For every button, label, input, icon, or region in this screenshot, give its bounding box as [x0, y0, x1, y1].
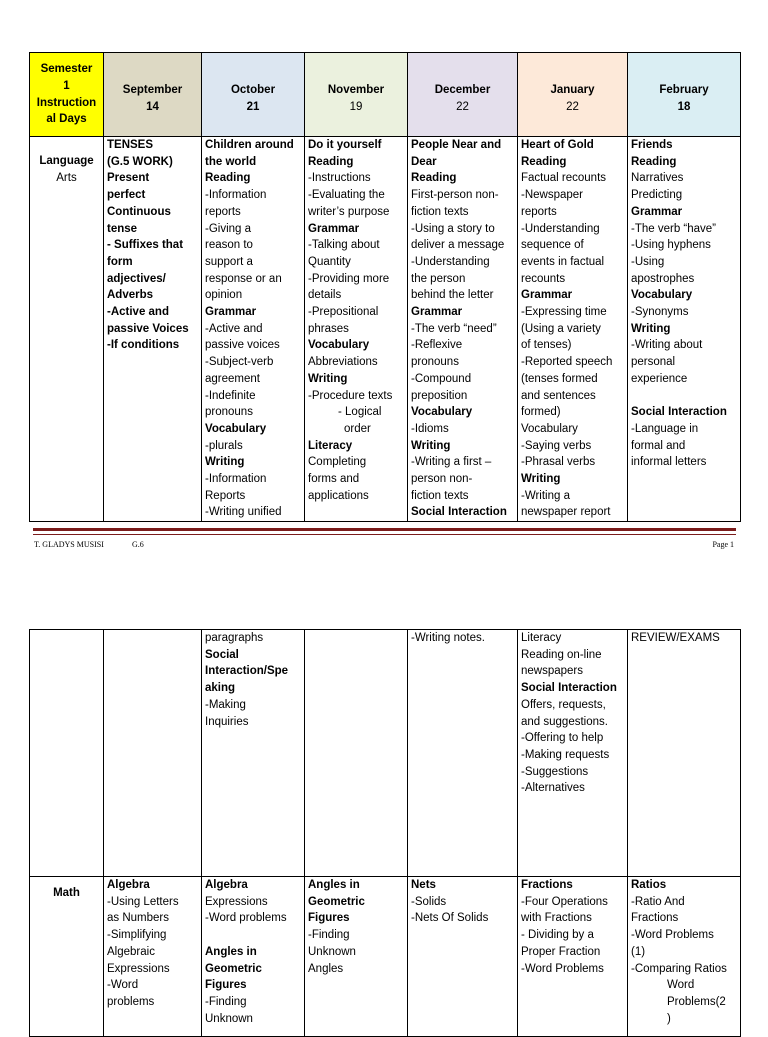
month-name: January — [550, 83, 595, 96]
topic-line: Problems(2 — [667, 995, 726, 1008]
topic-line: -Instructions — [308, 172, 371, 185]
topic-line: Writing — [631, 322, 671, 335]
spacer-line — [205, 927, 301, 944]
topic-line: the world — [205, 155, 257, 168]
topic-line: -Making requests — [521, 748, 610, 761]
topic-line: -Language in — [631, 422, 699, 435]
month-days: 21 — [246, 100, 260, 113]
topic-line: Writing — [205, 456, 245, 469]
topic-line: Expressions — [205, 895, 268, 908]
footer-page-number: Page 1 — [712, 540, 734, 549]
curriculum-table-page-1 — [29, 52, 741, 522]
topics-cell-november — [305, 630, 408, 877]
semester-line: al Days — [46, 113, 87, 126]
topic-line: -Newspaper — [521, 189, 583, 202]
topic-line: First-person non- — [411, 189, 499, 202]
topic-line: -Idioms — [411, 422, 449, 435]
topic-line: fiction texts — [411, 205, 469, 218]
month-name: September — [122, 83, 183, 96]
topic-line: Angles in — [308, 879, 360, 891]
topic-line: Grammar — [631, 205, 683, 218]
topic-line: Proper Fraction — [521, 945, 601, 958]
topics-cell-september — [104, 137, 202, 522]
topic-line: -Understanding — [521, 222, 600, 235]
topic-line: behind the letter — [411, 289, 494, 302]
topic-line: Vocabulary — [411, 406, 473, 419]
topic-line: Grammar — [521, 289, 573, 302]
topic-line: Interaction/Spe — [205, 665, 289, 678]
topic-line: Children around — [205, 139, 294, 151]
topic-line: -Suggestions — [521, 765, 589, 778]
topic-line: Nets — [411, 879, 436, 891]
topic-line: (1) — [631, 945, 646, 958]
topic-line: and sentences — [521, 389, 596, 402]
footer-grade: G.6 — [132, 540, 144, 549]
topic-line: Geometric — [308, 895, 365, 908]
topic-line: TENSES — [107, 139, 154, 151]
topic-line: -Nets Of Solids — [411, 912, 489, 925]
subject-label-line: Language — [39, 155, 94, 167]
topic-line: Algebraic — [107, 945, 155, 958]
topic-line: formal and — [631, 439, 686, 452]
topic-line: -Talking about — [308, 239, 380, 252]
topic-line: fiction texts — [411, 489, 469, 502]
topic-line: problems — [107, 995, 155, 1008]
topic-line: Reading — [631, 155, 677, 168]
topic-line: Social Interaction — [411, 506, 507, 519]
topic-line: paragraphs — [205, 632, 264, 644]
topic-line: -Using a story to — [411, 222, 495, 235]
topic-line: -Writing notes. — [411, 632, 485, 644]
topic-line: events in factual — [521, 255, 605, 268]
subject-label-language-arts — [30, 137, 104, 522]
topic-line: Expressions — [107, 962, 170, 975]
topic-line: -The verb “need” — [411, 322, 497, 335]
footer-author: T. GLADYS MUSISI — [34, 540, 104, 549]
month-days: 22 — [456, 100, 469, 113]
topic-line: experience — [631, 372, 688, 385]
topic-line: Writing — [308, 372, 348, 385]
topic-line: Reports — [205, 489, 246, 502]
topic-line: -Reported speech — [521, 356, 613, 369]
topics-cell-september — [104, 630, 202, 877]
topic-line: -Giving a — [205, 222, 252, 235]
topic-line: -Finding — [205, 995, 247, 1008]
topic-line: with Fractions — [521, 912, 592, 925]
topic-line: Literacy — [308, 439, 353, 452]
topic-line: -Using hyphens — [631, 239, 711, 252]
topic-line: deliver a message — [411, 239, 505, 252]
topic-line: opinion — [205, 289, 243, 302]
topic-line: Reading — [521, 155, 567, 168]
topic-line: -Evaluating the — [308, 189, 385, 202]
topic-line: Word — [667, 979, 695, 992]
month-name: December — [434, 83, 491, 96]
topic-line: -Word Problems — [631, 929, 714, 942]
topic-line: Dear — [411, 155, 437, 168]
topic-line: Vocabulary — [521, 422, 578, 435]
topic-line: -Word problems — [205, 912, 287, 925]
topic-line: Inquiries — [205, 715, 249, 728]
topic-line: Vocabulary — [308, 339, 370, 352]
topic-line: -plurals — [205, 439, 243, 452]
topic-line: Unknown — [205, 1012, 253, 1025]
curriculum-table-page-2 — [29, 629, 741, 1037]
topics-cell-january — [518, 877, 628, 1037]
topic-line: Social Interaction — [521, 682, 617, 695]
topics-cell-january — [518, 137, 628, 522]
topic-line: Grammar — [308, 222, 360, 235]
topic-line: Do it yourself — [308, 139, 382, 151]
topic-line: Reading — [411, 172, 457, 185]
topics-cell-october — [202, 877, 305, 1037]
topic-line: -Comparing Ratios — [631, 962, 727, 975]
topic-line: tense — [107, 222, 138, 235]
topic-line: (G.5 WORK) — [107, 155, 173, 168]
topic-line: Vocabulary — [205, 422, 267, 435]
topic-line: formed) — [521, 406, 561, 419]
topics-cell-january — [518, 630, 628, 877]
topic-line: Fractions — [521, 879, 573, 891]
topic-line: sequence of — [521, 239, 584, 252]
month-days: 22 — [566, 100, 579, 113]
topic-line: -Synonyms — [631, 306, 689, 319]
topics-cell-december — [408, 877, 518, 1037]
topic-line: -Simplifying — [107, 929, 167, 942]
topic-line: personal — [631, 356, 676, 369]
language-arts-row — [30, 137, 741, 522]
topic-line: Reading — [205, 172, 251, 185]
topic-line: Unknown — [308, 945, 356, 958]
topic-line: -Using — [631, 255, 665, 268]
topics-cell-february — [628, 630, 741, 877]
topic-line: order — [344, 422, 371, 435]
topic-line: -If conditions — [107, 339, 180, 352]
topic-line: -Phrasal verbs — [521, 456, 596, 469]
month-header-november — [305, 53, 408, 137]
topic-line: details — [308, 289, 342, 302]
header-row — [30, 53, 741, 137]
topic-line: - Suffixes that — [107, 239, 184, 252]
topic-line: -Indefinite — [205, 389, 256, 402]
footer-rule-thin — [33, 534, 736, 535]
topics-cell-october — [202, 137, 305, 522]
topic-line: pronouns — [411, 356, 459, 369]
topic-line: Grammar — [205, 306, 257, 319]
topic-line: forms and — [308, 473, 360, 486]
topics-cell-october — [202, 630, 305, 877]
topic-line: Writing — [521, 473, 561, 486]
topic-line: - Dividing by a — [521, 929, 594, 942]
topic-line: Literacy — [521, 632, 562, 644]
math-row — [30, 877, 741, 1037]
topic-line: Social Interaction — [631, 406, 727, 419]
topic-line: People Near and — [411, 139, 502, 151]
topic-line: writer’s purpose — [308, 205, 390, 218]
month-name: October — [230, 83, 276, 96]
topic-line: Vocabulary — [631, 289, 693, 302]
topic-line: and suggestions. — [521, 715, 608, 728]
topic-line: Quantity — [308, 255, 351, 268]
topic-line: Reading on-line — [521, 648, 602, 661]
topic-line: as Numbers — [107, 912, 169, 925]
topic-line: -Using Letters — [107, 895, 179, 908]
month-header-january — [518, 53, 628, 137]
topic-line: -Four Operations — [521, 895, 608, 908]
topic-line: -Writing a first – — [411, 456, 492, 469]
subject-label-math: Math — [30, 877, 104, 1037]
month-name: November — [327, 83, 385, 96]
topic-line: aking — [205, 682, 236, 695]
topic-line: Fractions — [631, 912, 679, 925]
spacer-line — [631, 388, 737, 405]
topic-line: -Making — [205, 698, 246, 711]
topic-line: response or an — [205, 272, 282, 285]
topic-line: applications — [308, 489, 369, 502]
topic-line: Angles in — [205, 945, 257, 958]
month-header-october — [202, 53, 305, 137]
month-header-september — [104, 53, 202, 137]
topic-line: form — [107, 255, 133, 268]
topic-line: Social — [205, 648, 239, 661]
topic-line: -Expressing time — [521, 306, 607, 319]
topic-line: perfect — [107, 189, 146, 202]
topic-line: -Information — [205, 189, 267, 202]
semester-line: 1 — [63, 79, 70, 92]
topic-line: Writing — [411, 439, 451, 452]
topic-line: Angles — [308, 962, 344, 975]
topic-line: Factual recounts — [521, 172, 607, 185]
topic-line: reason to — [205, 239, 253, 252]
topic-line: -Active and — [107, 306, 169, 319]
topic-line: preposition — [411, 389, 468, 402]
topic-line: Heart of Gold — [521, 139, 594, 151]
topic-line: -Providing more — [308, 272, 390, 285]
month-name: February — [659, 83, 709, 96]
subject-label-empty — [30, 630, 104, 877]
semester-line: Semester — [40, 63, 93, 76]
topic-line: reports — [521, 205, 557, 218]
language-arts-continued-row — [30, 630, 741, 877]
topic-line: Offers, requests, — [521, 698, 606, 711]
topic-line: support a — [205, 255, 253, 268]
footer-rule-thick — [33, 528, 736, 531]
topic-line: (tenses formed — [521, 372, 598, 385]
topic-line: newspaper report — [521, 506, 611, 519]
topic-line: apostrophes — [631, 272, 695, 285]
topic-line: -Writing unified — [205, 506, 282, 519]
topic-line: agreement — [205, 372, 260, 385]
topic-line: Figures — [205, 979, 247, 992]
topic-line: REVIEW/EXAMS — [631, 632, 720, 644]
topic-line: phrases — [308, 322, 349, 335]
topic-line: -Compound — [411, 372, 472, 385]
topic-line: -Procedure texts — [308, 389, 393, 402]
topic-line: Friends — [631, 139, 673, 151]
topic-line: -Alternatives — [521, 782, 585, 795]
topic-line: -Offering to help — [521, 732, 604, 745]
topic-line: Geometric — [205, 962, 262, 975]
topic-line: -Ratio And — [631, 895, 685, 908]
topics-cell-december — [408, 630, 518, 877]
page-footer — [34, 537, 734, 549]
topic-line: Algebra — [205, 879, 248, 891]
month-days: 18 — [677, 100, 691, 113]
topic-line: -Reflexive — [411, 339, 463, 352]
topic-line: -Word Problems — [521, 962, 604, 975]
topics-cell-february — [628, 877, 741, 1037]
topics-cell-september — [104, 877, 202, 1037]
topic-line: Present — [107, 172, 150, 185]
topic-line: -Saying verbs — [521, 439, 592, 452]
topic-line: the person — [411, 272, 466, 285]
topic-line: person non- — [411, 473, 473, 486]
topic-line: informal letters — [631, 456, 707, 469]
topic-line: -Writing a — [521, 489, 570, 502]
month-days: 14 — [146, 100, 159, 113]
topic-line: -Writing about — [631, 339, 703, 352]
topics-cell-november — [305, 137, 408, 522]
topic-line: Algebra — [107, 879, 150, 891]
topic-line: Completing — [308, 456, 367, 469]
topic-line: Predicting — [631, 189, 683, 202]
topic-line: Reading — [308, 155, 354, 168]
topic-line: -Word — [107, 979, 139, 992]
topics-cell-december — [408, 137, 518, 522]
topic-line: -Understanding — [411, 255, 490, 268]
topic-line: - Logical — [338, 406, 382, 419]
topic-line: of tenses) — [521, 339, 572, 352]
topic-line: newspapers — [521, 665, 584, 678]
topic-line: Adverbs — [107, 289, 154, 302]
topic-line: (Using a variety — [521, 322, 601, 335]
topic-line: passive voices — [205, 339, 280, 352]
month-header-december — [408, 53, 518, 137]
topic-line: Grammar — [411, 306, 463, 319]
semester-line: Instruction — [36, 96, 97, 109]
topic-line: Abbreviations — [308, 356, 378, 369]
topic-line: recounts — [521, 272, 566, 285]
topic-line: -Prepositional — [308, 306, 379, 319]
topic-line: Continuous — [107, 205, 171, 218]
topic-line: ) — [667, 1012, 671, 1025]
topic-line: Ratios — [631, 879, 667, 891]
topic-line: -Finding — [308, 929, 350, 942]
topic-line: -Active and — [205, 322, 263, 335]
topic-line: -Solids — [411, 895, 447, 908]
topic-line: passive Voices — [107, 322, 189, 335]
topics-cell-november — [305, 877, 408, 1037]
topic-line: pronouns — [205, 406, 253, 419]
topic-line: reports — [205, 205, 241, 218]
topic-line: -Subject-verb — [205, 356, 274, 369]
month-days: 19 — [349, 100, 363, 113]
topics-cell-february — [628, 137, 741, 522]
topic-line: adjectives/ — [107, 272, 166, 285]
subject-label-line: Arts — [56, 171, 77, 184]
topic-line: Narratives — [631, 172, 684, 185]
month-header-february — [628, 53, 741, 137]
topic-line: -Information — [205, 473, 267, 486]
topic-line: Figures — [308, 912, 350, 925]
semester-header-cell — [30, 53, 104, 137]
topic-line: -The verb “have” — [631, 222, 717, 235]
